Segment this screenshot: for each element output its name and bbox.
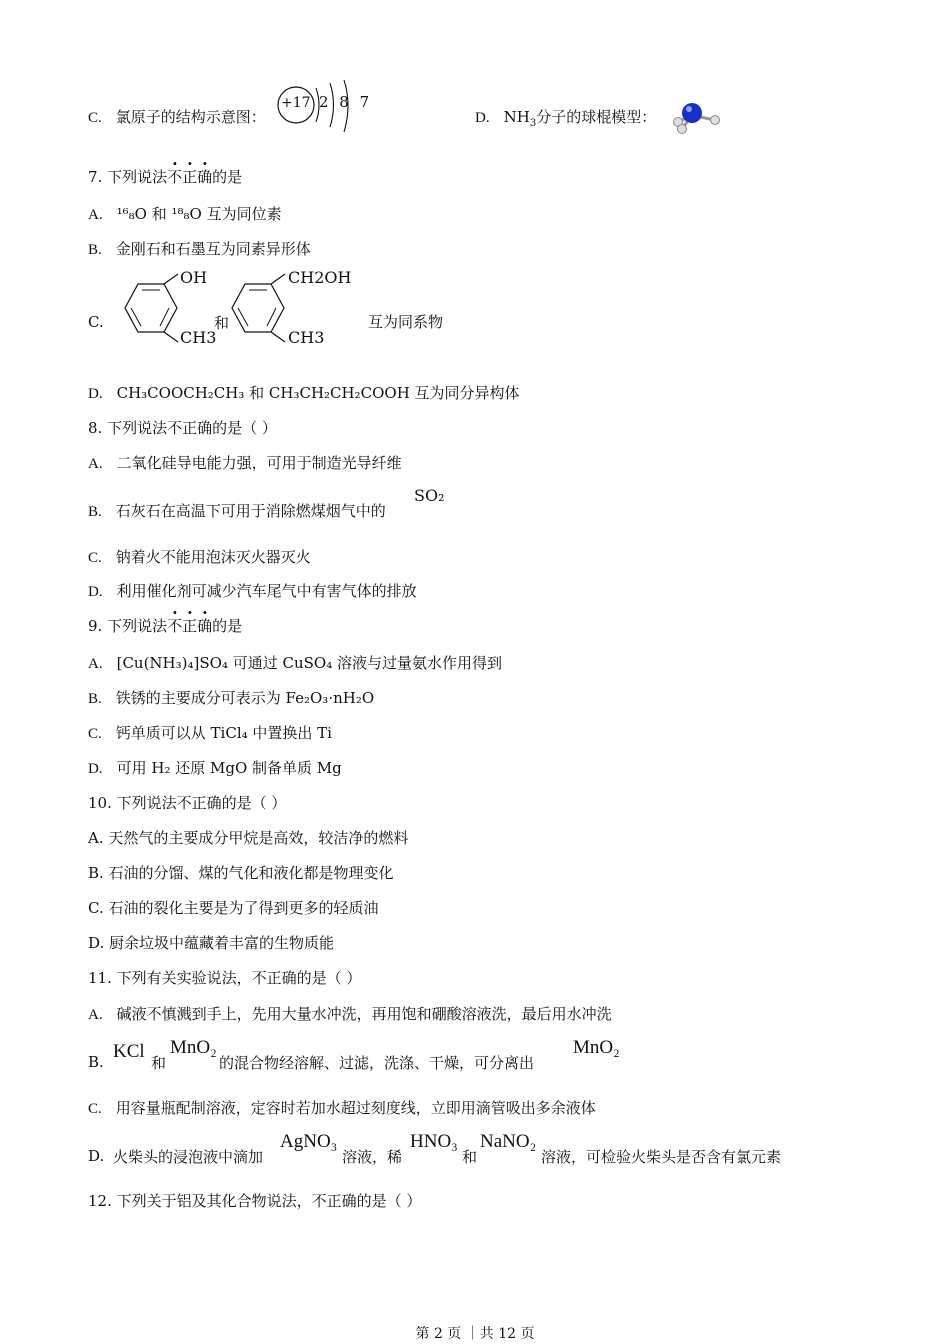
option-text: 利用催化剂可减少汽车尾气中有害气体的排放 — [116, 582, 417, 600]
option-text: 石灰石在高温下可用于消除燃煤烟气中的 — [115, 502, 386, 520]
hydroxyl-label: OH — [180, 268, 208, 287]
option-label: C. — [88, 1101, 102, 1117]
and-text: 和 — [151, 1054, 167, 1072]
q9-option-d — [88, 758, 342, 779]
formula: NH — [503, 108, 530, 126]
option-label: C. — [88, 550, 102, 566]
q7-option-a — [88, 204, 282, 225]
option-text: 二氧化硅导电能力强，可用于制造光导纤维 — [116, 454, 402, 472]
option-text: 钙单质可以从 TiCl₄ 中置换出 Ti — [115, 724, 332, 742]
nucleus-charge: +17 — [281, 95, 311, 111]
q7-option-c-label: C. — [88, 313, 104, 331]
q11-d-text3: 溶液，可检验火柴头是否含有氯元素 — [541, 1148, 782, 1166]
option-text: CH₃COOCH₂CH₃ 和 CH₃CH₂CH₂COOH 互为同分异构体 — [116, 384, 520, 402]
q11-option-c — [88, 1098, 596, 1119]
option-label: C. — [88, 726, 102, 742]
agno3-formula: AgNO₃ — [280, 1131, 338, 1152]
q8-option-d — [88, 581, 417, 602]
q7-stem — [88, 167, 242, 187]
methyl-label-2: CH3 — [288, 328, 325, 347]
nh3-ball-stick-model — [666, 98, 726, 136]
mno2-formula: MnO₂ — [170, 1037, 217, 1058]
so2-formula: SO₂ — [414, 486, 445, 505]
q11-b-text: 的混合物经溶解、过滤，洗涤、干燥，可分离出 — [219, 1054, 535, 1072]
emphasis-char: 正 — [182, 617, 198, 635]
q8-option-b — [88, 501, 386, 522]
emphasis-char: 确 — [197, 168, 213, 186]
option-label: D. — [475, 110, 490, 126]
stem-text: 的是 — [212, 617, 243, 635]
option-label: D. — [88, 761, 103, 777]
q11-option-d-label: D. — [88, 1147, 105, 1165]
subscript: 3 — [529, 118, 537, 129]
emphasis-char: 不 — [167, 168, 183, 186]
methyl-label: CH3 — [180, 328, 217, 347]
q7-c-text: 互为同系物 — [368, 313, 444, 331]
q8-stem: 8. 下列说法不正确的是（ ） — [88, 419, 277, 437]
q10-option-b: B. 石油的分馏、煤的气化和液化都是物理变化 — [88, 864, 394, 882]
q11-d-text2: 溶液，稀 — [342, 1148, 403, 1166]
q11-stem: 11. 下列有关实验说法，不正确的是（ ） — [88, 969, 362, 987]
q11-d-text1: 火柴头的浸泡液中滴加 — [113, 1148, 264, 1166]
option-text: 用容量瓶配制溶液，定容时若加水超过刻度线，立即用滴管吸出多余液体 — [115, 1099, 596, 1117]
mno2-formula-2: MnO₂ — [573, 1037, 620, 1058]
q12-stem: 12. 下列关于铝及其化合物说法，不正确的是（ ） — [88, 1192, 422, 1210]
option-label: D. — [88, 386, 103, 402]
option-label: B. — [88, 504, 102, 520]
q9-stem — [88, 616, 242, 636]
hydroxymethyl-label: CH2OH — [288, 268, 352, 287]
nano2-formula: NaNO₂ — [480, 1131, 537, 1152]
q11-option-b-label: B. — [88, 1053, 104, 1071]
q10-option-a: A. 天然气的主要成分甲烷是高效，较洁净的燃料 — [88, 829, 409, 847]
option-text: [Cu(NH₃)₄]SO₄ 可通过 CuSO₄ 溶液与过量氨水作用得到 — [116, 654, 502, 672]
q7-option-d — [88, 383, 520, 404]
option-label: A. — [88, 1007, 103, 1023]
option-text: 氯原子的结构示意图： — [115, 108, 266, 126]
q9-option-b — [88, 688, 374, 709]
electron-shells: 2 8 7 — [319, 93, 370, 111]
q8-option-c — [88, 547, 311, 568]
kcl-formula: KCl — [113, 1041, 145, 1062]
and-text: 和 — [462, 1148, 478, 1166]
option-label: A. — [88, 456, 103, 472]
q8-option-a — [88, 453, 402, 474]
option-text: 可用 H₂ 还原 MgO 制备单质 Mg — [116, 759, 342, 777]
hno3-formula: HNO₃ — [410, 1131, 458, 1152]
option-text: 碱液不慎溅到手上，先用大量水冲洗，再用饱和硼酸溶液洗，最后用水冲洗 — [116, 1005, 612, 1023]
q10-option-d: D. 厨余垃圾中蕴藏着丰富的生物质能 — [88, 934, 335, 952]
emphasis-char: 确 — [197, 617, 213, 635]
q10-stem: 10. 下列说法不正确的是（ ） — [88, 794, 287, 812]
q9-option-c — [88, 723, 332, 744]
option-text: 钠着火不能用泡沫灭火器灭火 — [115, 548, 311, 566]
option-label: B. — [88, 691, 102, 707]
stem-text: 7. 下列说法 — [88, 168, 168, 186]
stem-text: 的是 — [212, 168, 243, 186]
q9-option-a — [88, 653, 502, 674]
option-text: ¹⁶₈O 和 ¹⁸₈O 互为同位素 — [116, 205, 282, 223]
option-text: 分子的球棍模型： — [536, 108, 657, 126]
option-text: 金刚石和石墨互为同素异形体 — [115, 240, 311, 258]
stem-text: 9. 下列说法 — [88, 617, 168, 635]
q10-option-c: C. 石油的裂化主要是为了得到更多的轻质油 — [88, 899, 379, 917]
option-label: C. — [88, 110, 102, 126]
option-label: A. — [88, 656, 103, 672]
option-text: 铁锈的主要成分可表示为 Fe₂O₃·nH₂O — [115, 689, 375, 707]
q6-option-d — [475, 107, 656, 134]
page-footer: 第 2 页 ｜共 12 页 — [415, 1326, 535, 1342]
option-label: A. — [88, 207, 103, 223]
q6-option-c — [88, 107, 266, 128]
and-text: 和 — [214, 314, 230, 332]
q11-option-a — [88, 1004, 612, 1025]
emphasis-char: 不 — [167, 617, 183, 635]
option-label: B. — [88, 242, 102, 258]
q7-option-b — [88, 239, 311, 260]
option-label: D. — [88, 584, 103, 600]
emphasis-char: 正 — [182, 168, 198, 186]
